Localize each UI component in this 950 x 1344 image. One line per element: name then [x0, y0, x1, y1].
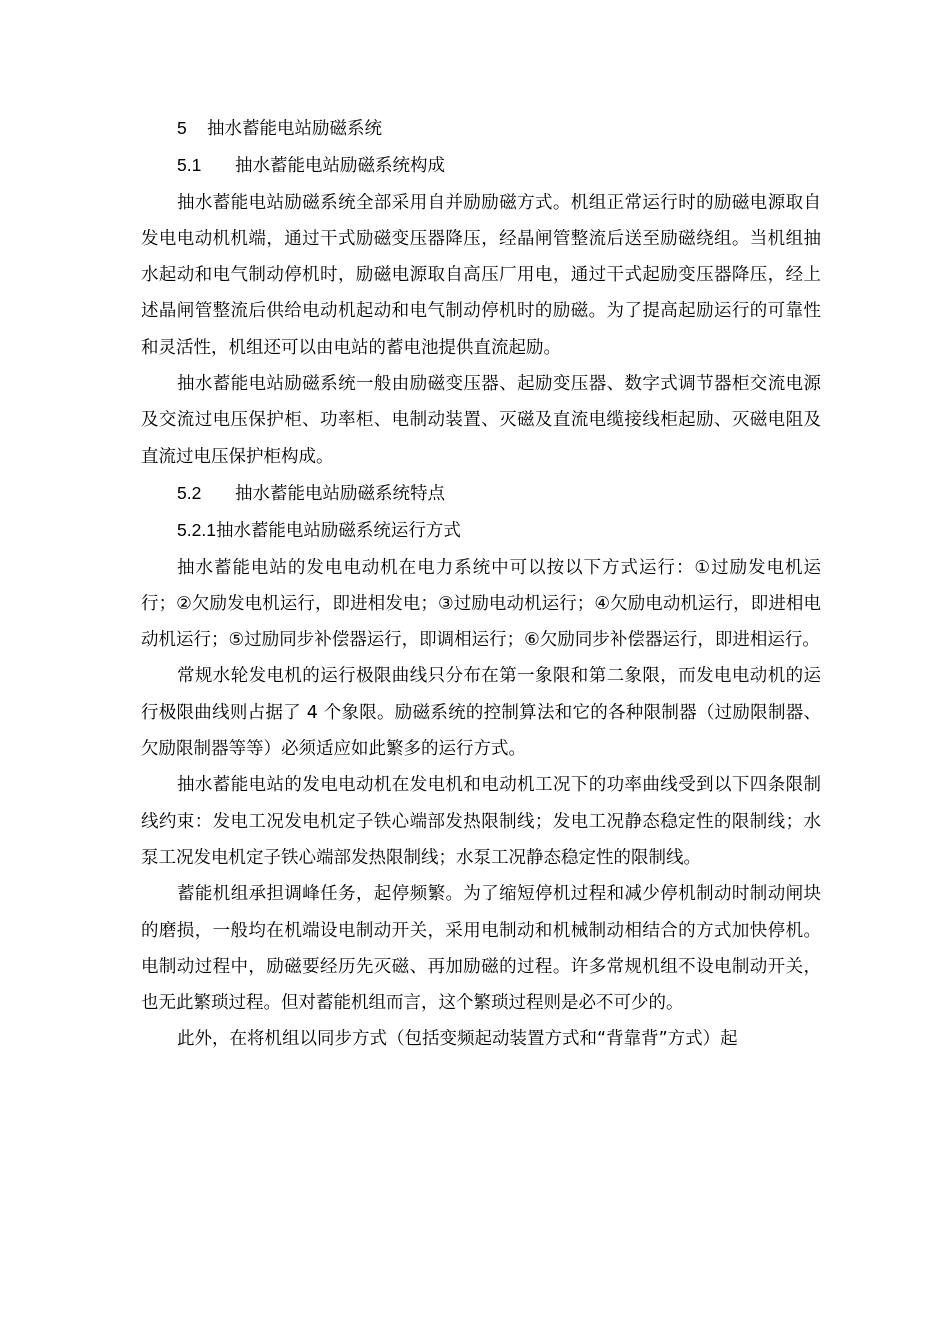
section-title: 抽水蓄能电站励磁系统运行方式 [215, 521, 461, 542]
section-heading-5-1 [141, 147, 821, 184]
section-title: 抽水蓄能电站励磁系统构成 [235, 156, 445, 177]
paragraph: 抽水蓄能电站励磁系统一般由励磁变压器、起励变压器、数字式调节器柜交流电源及交流过电压保护柜、功率柜、电制动装置、灭磁及直流电缆接线柜起励、灭磁电阻及直流过电压保护柜构成。 [141, 374, 821, 467]
section-number: 5.2.1 [177, 520, 216, 541]
paragraph: 抽水蓄能电站的发电电动机在电力系统中可以按以下方式运行：①过励发电机运行；②欠励发电机运行，即进相发电；③过励电动机运行；④欠励电动机运行，即进相电动机运行；⑤过励同步补偿器运行，即调相运行；⑥欠励同步补偿器运行，即进相运行。 [141, 557, 821, 651]
section-heading-5-2-1 [141, 512, 821, 549]
section-heading-5 [141, 110, 821, 147]
paragraph: 常规水轮发电机的运行极限曲线只分布在第一象限和第二象限，而发电电动机的运行极限曲线则占据了 4 个象限。励磁系统的控制算法和它的各种限制器（过励限制器、欠励限制器等等）必须适应如此繁多的运行方式。 [141, 666, 821, 760]
paragraph: 抽水蓄能电站的发电电动机在发电机和电动机工况下的功率曲线受到以下四条限制线约束：发电工况发电机定子铁心端部发热限制线；发电工况静态稳定性的限制线；水泵工况发电机定子铁心端部发热限制线；水泵工况静态稳定性的限制线。 [141, 775, 821, 868]
paragraph: 此外，在将机组以同步方式（包括变频起动装置方式和“背靠背”方式）起 [177, 1029, 738, 1050]
paragraph: 抽水蓄能电站励磁系统全部采用自并励励磁方式。机组正常运行时的励磁电源取自发电电动机机端，通过干式励磁变压器降压，经晶闸管整流后送至励磁绕组。当机组抽水起动和电气制动停机时，励磁电源取自高压厂用电，通过干式起励变压器降压，经上述晶闸管整流后供给电动机起动和电气制动停机时的励磁。为了提高起励运行的可靠性和灵活性，机组还可以由电站的蓄电池提供直流起励。 [141, 192, 821, 358]
document-body [141, 110, 821, 1058]
section-title: 抽水蓄能电站励磁系统 [207, 119, 382, 139]
section-number: 5.2 [177, 482, 202, 503]
section-title: 抽水蓄能电站励磁系统特点 [235, 483, 445, 504]
paragraph: 蓄能机组承担调峰任务，起停频繁。为了缩短停机过程和减少停机制动时制动闸块的磨损，一般均在机端设电制动开关，采用电制动和机械制动相结合的方式加快停机。电制动过程中，励磁要经历先灭磁、再加励磁的过程。许多常规机组不设电制动开关，也无此繁琐过程。但对蓄能机组而言，这个繁琐过程则是必不可少的。 [141, 884, 821, 1014]
section-number: 5.1 [177, 155, 202, 176]
section-number: 5 [177, 118, 187, 138]
section-heading-5-2 [141, 475, 821, 512]
